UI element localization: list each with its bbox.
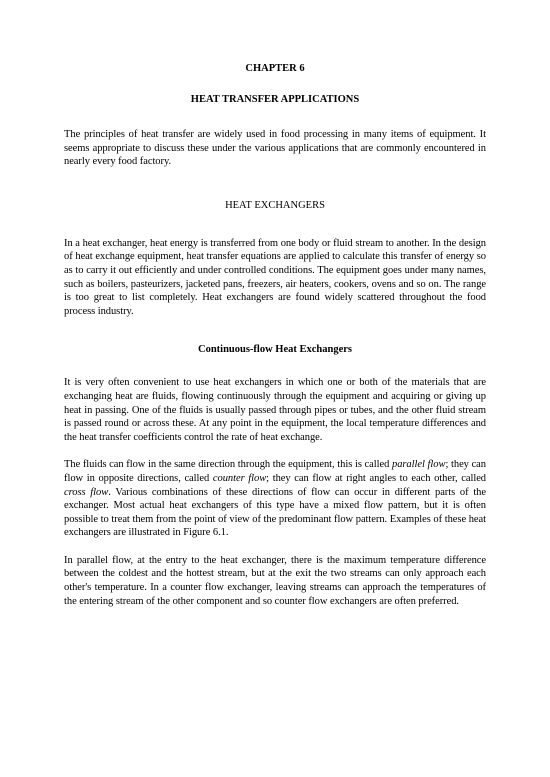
flow-text-3: ; they can flow at right angles to each other, called xyxy=(266,472,486,484)
intro-paragraph: The principles of heat transfer are widely used in food processing in many items of equipment. It seems appropriate to discuss these under the various applications that are commonly encountered in nearly every food factory. xyxy=(64,129,486,168)
page-content xyxy=(64,62,486,608)
flow-text-1: The fluids can flow in the same direction through the equipment, this is called xyxy=(64,459,392,471)
term-parallel-flow: parallel flow xyxy=(392,459,446,471)
term-cross-flow: cross flow xyxy=(64,486,109,498)
heat-exchangers-paragraph: In a heat exchanger, heat energy is transferred from one body or fluid stream to another. In the design of heat exchange equipment, heat transfer equations are applied to calculate this transfer of energy so as to carry it out efficiently and under controlled conditions. The equipment goes under many names, such as boilers, pasteurizers, jacketed pans, freezers, air heaters, cookers, ovens and so on. The range is too great to list completely. Heat exchangers are found widely scattered throughout the food process industry. xyxy=(64,237,486,317)
subsection-heading-continuous-flow: Continuous-flow Heat Exchangers xyxy=(197,344,352,356)
continuous-flow-paragraph-3: In parallel flow, at the entry to the heat exchanger, there is the maximum temperature difference between the coldest and the hottest stream, but at the exit the two streams can only approach each other's temperature. In a counter flow exchanger, leaving streams can approach the temperatures of the entering stream of the other component and so counter flow exchangers are often preferred. xyxy=(64,554,486,607)
chapter-title: HEAT TRANSFER APPLICATIONS xyxy=(190,94,360,105)
continuous-flow-paragraph-2 xyxy=(64,458,486,540)
chapter-number: CHAPTER 6 xyxy=(245,63,305,74)
continuous-flow-paragraph-1: It is very often convenient to use heat exchangers in which one or both of the materials that are exchanging heat are fluids, flowing continuously through the equipment and acquiring or giving up heat in passing. One of the fluids is usually passed through pipes or tubes, and the other fluid stream is passed round or across these. At any point in the equipment, the local temperature differences and the heat transfer coefficients control the rate of heat exchange. xyxy=(64,377,486,443)
term-counter-flow: counter flow xyxy=(212,472,267,484)
flow-text-2: ; they can flow in opposite directions, called xyxy=(64,459,486,484)
section-heading-heat-exchangers: HEAT EXCHANGERS xyxy=(225,199,325,211)
flow-text-4: . Various combinations of these directions of flow can occur in different parts of the exchanger. Most actual heat exchangers of this type have a mixed flow pattern, but it is often possible to treat them from the point of view of the predominant flow pattern. Examples of these heat exchangers are illustrated in Figure 6.1. xyxy=(64,486,486,539)
